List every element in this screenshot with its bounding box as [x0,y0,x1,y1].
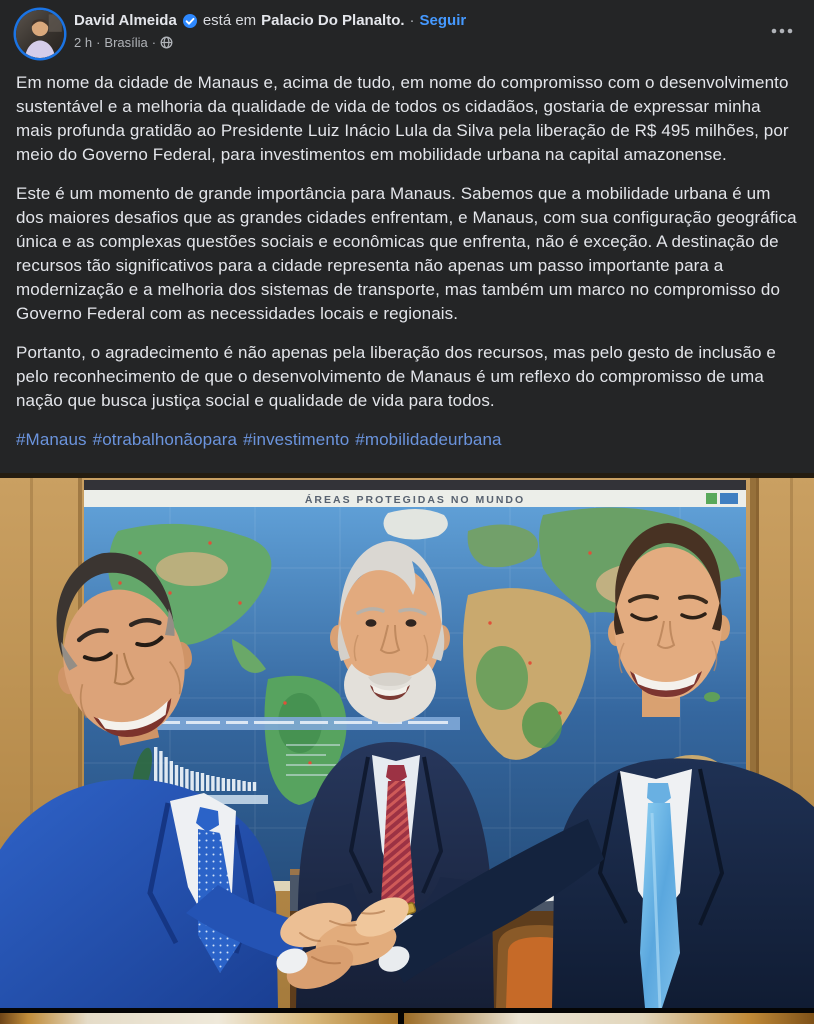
photo-illustration [0,473,814,1008]
meta-line: 2 h · Brasília · [74,35,760,50]
photo-grid-tile[interactable] [0,1013,398,1024]
post-paragraph: Portanto, o agradecimento é não apenas pela liberação dos recursos, mas pelo gesto de inclusão e pelo reconhecimento de que o desenvolvimento de Manaus é um reflexo do compromisso de uma nação que busca justiça social e qualidade de vida para todos. [16,343,776,410]
author-name[interactable]: David Almeida [74,12,177,29]
avatar[interactable] [16,10,64,58]
post-paragraph: Em nome da cidade de Manaus e, acima de tudo, em nome do compromisso com o desenvolvimento sustentável e a melhoria da qualidade de vida de todos os cidadãos, gostaria de expressar minha mais profunda gratidão ao Presidente Luiz Inácio Lula da Silva pela liberação de R$ 495 milhões, por meio do Governo Federal, para investimentos em mobilidade urbana na capital amazonense. [16,73,789,164]
map-title: ÁREAS PROTEGIDAS NO MUNDO [304,494,526,506]
hashtag-link[interactable]: #otrabalhonãopara [92,430,238,449]
timestamp[interactable]: 2 h [74,35,93,50]
globe-icon [160,36,173,49]
context-text: está em [202,12,257,29]
separator: · [409,12,415,29]
post-header [0,0,814,62]
photo-grid-tile[interactable] [404,1013,814,1024]
follow-button[interactable]: Seguir [419,12,467,29]
place-link[interactable]: Palacio Do Planalto. [261,12,405,29]
header-text [74,10,760,50]
more-options-button[interactable] [760,10,798,46]
verified-badge-icon [182,13,198,29]
post-photo[interactable] [0,473,814,1008]
location-label: Brasília [104,35,148,50]
photo-grid-row [0,1013,814,1024]
hashtag-link[interactable]: #Manaus [16,430,87,449]
post-paragraph: Este é um momento de grande importância para Manaus. Sabemos que a mobilidade urbana é um dos maiores desafios que as grandes cidades enfrentam, e Manaus, com sua configuração geográfica única e as complexas questões sociais e econômicas que enfrenta, não é exceção. A destinação de recursos tão significativos para a cidade representa não apenas um passo importante para a modernização e a melhoria dos sistemas de transporte, mas também um marco no compromisso do Governo Federal com as necessidades locais e regionais. [16,184,797,323]
avatar-image [16,10,64,58]
post-text [0,62,814,473]
hashtag-link[interactable]: #investimento [243,430,350,449]
name-line [74,11,760,31]
hashtag-row [16,428,798,452]
more-options-icon [770,27,794,35]
hashtag-link[interactable]: #mobilidadeurbana [355,430,502,449]
